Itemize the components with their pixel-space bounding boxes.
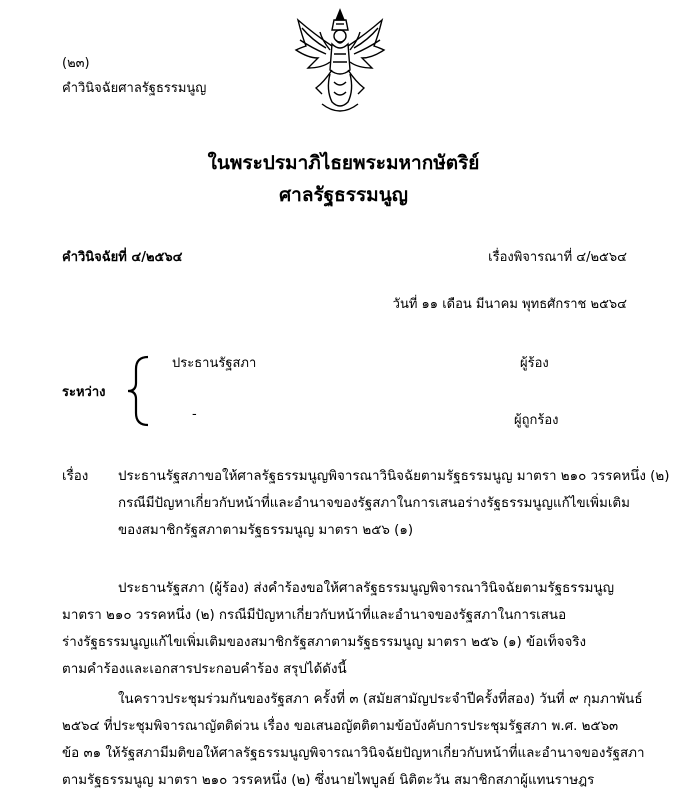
body-paragraph-line: ตามคำร้องและเอกสารประกอบคำร้อง สรุปได้ดังนี้	[62, 662, 347, 677]
body-paragraph-line: ข้อ ๓๑ ให้รัฐสภามีมติขอให้ศาลรัฐธรรมนูญพิจารณาวินิจฉัยปัญหาเกี่ยวกับหน้าที่และอำนาจของรัฐสภา	[62, 746, 645, 761]
ruling-number: คำวินิจฉัยที่ ๔/๒๕๖๔	[62, 250, 183, 265]
ruling-date: วันที่ ๑๑ เดือน มีนาคม พุทธศักราช ๒๕๖๔	[392, 297, 627, 312]
consideration-number: เรื่องพิจารณาที่ ๔/๒๕๖๔	[488, 250, 627, 265]
petitioner-role: ผู้ร้อง	[520, 356, 549, 371]
document-number: (๒๓)	[62, 56, 90, 71]
petitioner-name: ประธานรัฐสภา	[172, 356, 257, 371]
royal-title: ในพระปรมาภิไธยพระมหากษัตริย์	[207, 152, 480, 174]
subject-line: กรณีมีปัญหาเกี่ยวกับหน้าที่และอำนาจของรัฐสภาในการเสนอร่างรัฐธรรมนูญแก้ไขเพิ่มเติม	[118, 496, 630, 511]
body-paragraph-line: ร่างรัฐธรรมนูญแก้ไขเพิ่มเติมของสมาชิกรัฐสภาตามรัฐธรรมนูญ มาตรา ๒๕๖ (๑) ข้อเท็จจริง	[62, 635, 587, 650]
body-paragraph-line: ๒๕๖๔ ที่ประชุมพิจารณาญัตติด่วน เรื่อง ขอเสนอญัตติตามข้อบังคับการประชุมรัฐสภา พ.ศ. ๒๕๖๓	[62, 719, 619, 734]
subject-line: ประธานรัฐสภาขอให้ศาลรัฐธรรมนูญพิจารณาวินิจฉัยตามรัฐธรรมนูญ มาตรา ๒๑๐ วรรคหนึ่ง (๒)	[118, 469, 670, 484]
body-paragraph-line: ตามรัฐธรรมนูญ มาตรา ๒๑๐ วรรคหนึ่ง (๒) ซึ่งนายไพบูลย์ นิติตะวัน สมาชิกสภาผู้แทนราษฎร	[62, 773, 595, 788]
respondent-role: ผู้ถูกร้อง	[514, 413, 559, 428]
body-paragraph-line: ในคราวประชุมร่วมกันของรัฐสภา ครั้งที่ ๓ (สมัยสามัญประจำปีครั้งที่สอง) วันที่ ๙ กุมภาพันธ์	[118, 692, 643, 707]
body-paragraph-line: ประธานรัฐสภา (ผู้ร้อง) ส่งคำร้องขอให้ศาลรัฐธรรมนูญพิจารณาวินิจฉัยตามรัฐธรรมนูญ	[118, 581, 615, 596]
between-label: ระหว่าง	[62, 385, 106, 400]
body-paragraph-line: มาตรา ๒๑๐ วรรคหนึ่ง (๒) กรณีมีปัญหาเกี่ยวกับหน้าที่และอำนาจของรัฐสภาในการเสนอ	[62, 608, 567, 623]
respondent-name: -	[192, 407, 197, 422]
court-title: ศาลรัฐธรรมนูญ	[279, 184, 408, 206]
document-type: คำวินิจฉัยศาลรัฐธรรมนูญ	[62, 81, 207, 96]
subject-label: เรื่อง	[62, 469, 89, 484]
curly-brace-icon	[124, 355, 154, 427]
subject-line: ของสมาชิกรัฐสภาตามรัฐธรรมนูญ มาตรา ๒๕๖ (๑)	[118, 523, 414, 538]
garuda-emblem-icon	[292, 6, 388, 118]
